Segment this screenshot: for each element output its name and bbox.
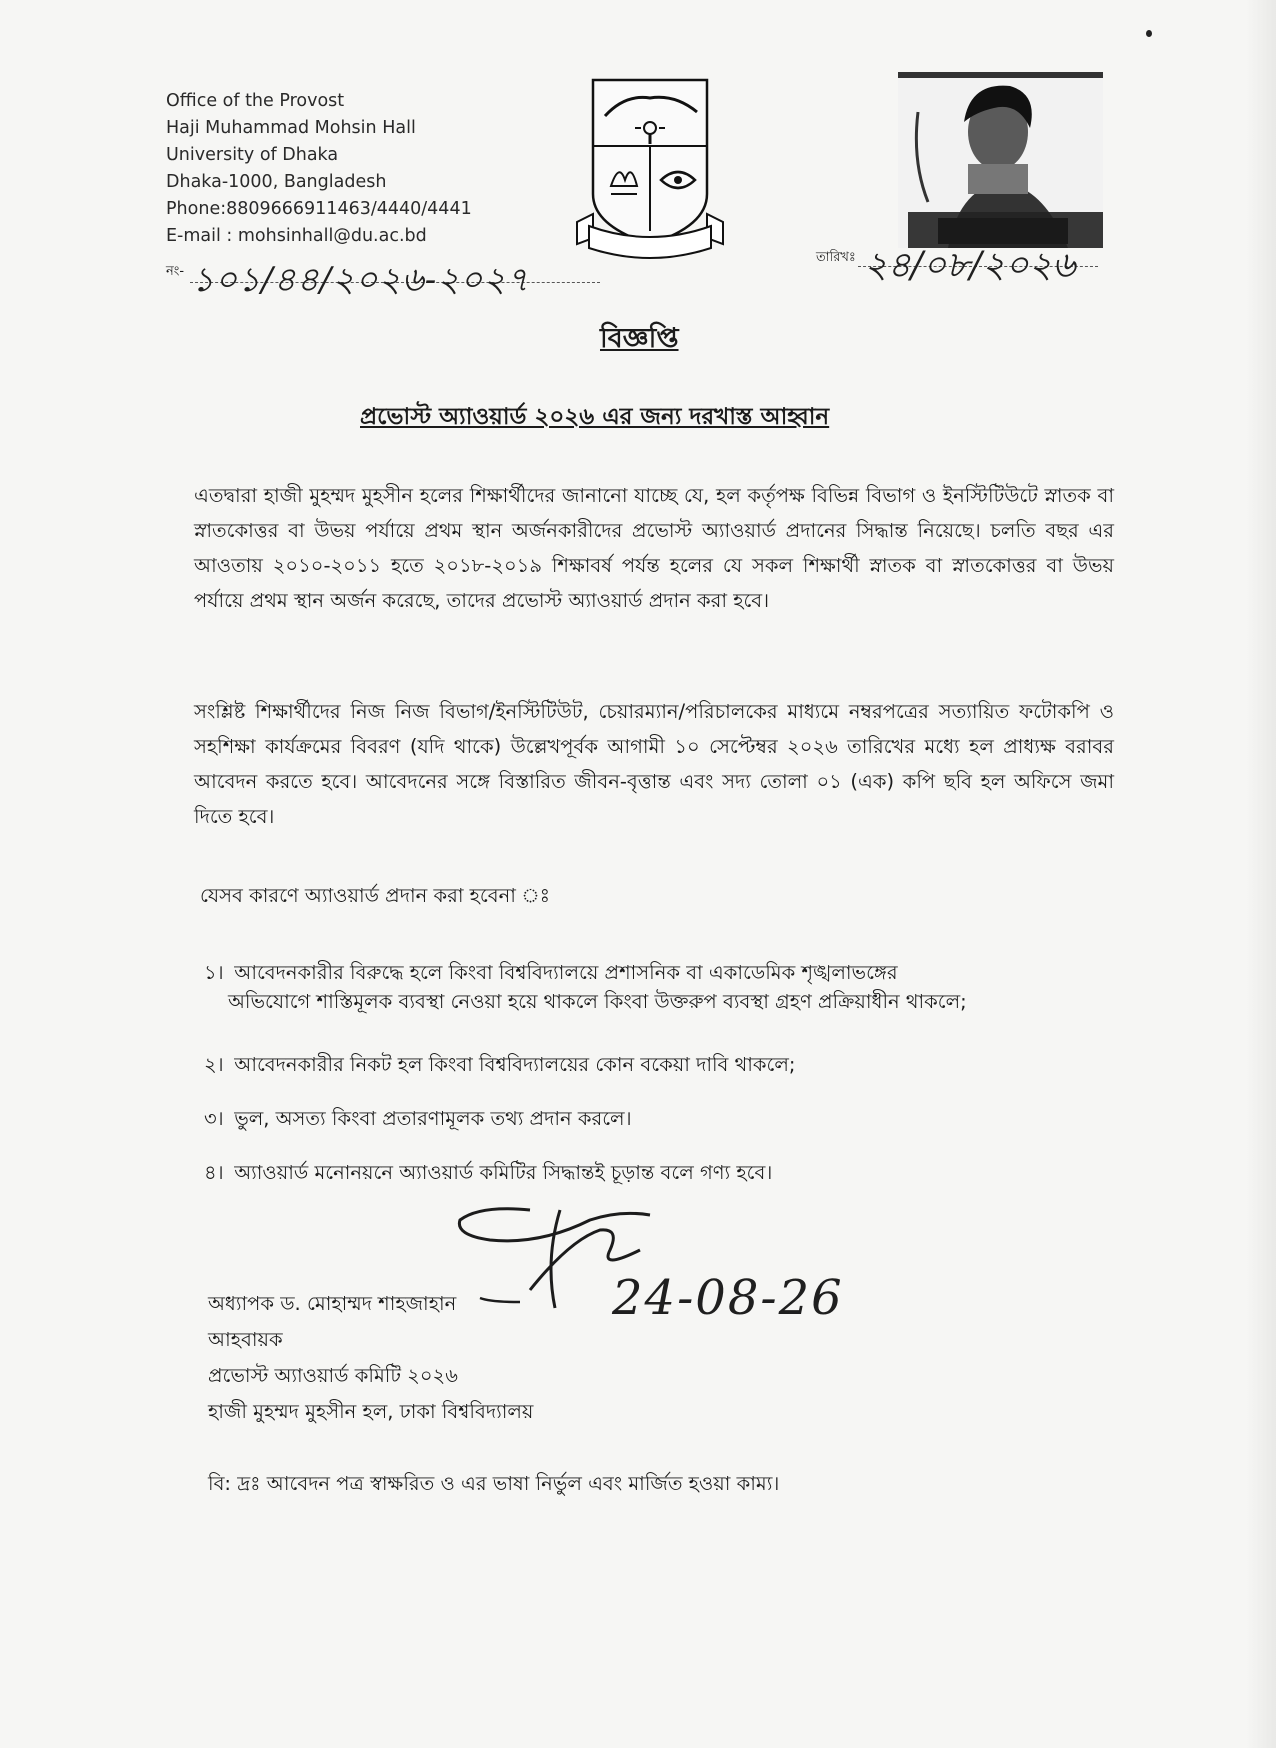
university-crest-logo (575, 76, 725, 264)
condition-number: ২। (204, 1053, 224, 1076)
condition-item-4 (204, 1156, 1104, 1190)
office-line-6: E-mail : mohsinhall@du.ac.bd (166, 226, 427, 246)
date-handwritten: ২৪/০৮/২০২৬ (864, 245, 1076, 286)
reference-number-handwritten: ১০১/৪৪/২০২৬-২০২৭ (192, 260, 530, 300)
condition-item-1 (204, 956, 1104, 990)
signer-role: আহবায়ক (208, 1328, 283, 1351)
condition-number: ১। (204, 961, 224, 984)
notice-title: বিজ্ঞপ্তি (600, 323, 679, 354)
condition-item-2 (204, 1048, 1104, 1082)
office-line-2: Haji Muhammad Mohsin Hall (166, 118, 416, 138)
scan-edge (1246, 0, 1276, 1748)
condition-number: ৪। (204, 1161, 224, 1184)
signature-date-handwritten: 24-08-26 (612, 1270, 844, 1326)
condition-text: আবেদনকারীর নিকট হল কিংবা বিশ্ববিদ্যালয়ের কোন বকেয়া দাবি থাকলে; (234, 1053, 796, 1076)
condition-text: আবেদনকারীর বিরুদ্ধে হলে কিংবা বিশ্ববিদ্যালয়ে প্রশাসনিক বা একাডেমিক শৃঙ্খলাভঙ্গের (234, 961, 898, 984)
reference-label: নং- (166, 264, 185, 279)
signer-hall: হাজী মুহম্মদ মুহসীন হল, ঢাকা বিশ্ববিদ্যালয় (208, 1400, 534, 1423)
condition-text: অ্যাওয়ার্ড মনোনয়নে অ্যাওয়ার্ড কমিটির সিদ্ধান্তই চূড়ান্ত বলে গণ্য হবে। (234, 1161, 773, 1184)
scan-speck (1146, 30, 1152, 37)
conditions-heading: যেসব কারণে অ্যাওয়ার্ড প্রদান করা হবেনা ঃ (200, 884, 550, 907)
office-line-1: Office of the Provost (166, 91, 345, 111)
office-line-5: Phone:8809666911463/4440/4441 (166, 199, 472, 219)
date-label: তারিখঃ (816, 250, 856, 265)
body-paragraph-2: সংশ্লিষ্ট শিক্ষার্থীদের নিজ নিজ বিভাগ/ইনস্টিটিউট, চেয়ারম্যান/পরিচালকের মাধ্যমে নম্বরপত্রের সত্যায়িত ফটোকপি ও সহশিক্ষা কার্যক্রমের বিবরণ (যদি থাকে) উল্লেখপূর্বক আগামী ১০ সেপ্টেম্বর ২০২৬ তারিখের মধ্যে হল প্রাধ্যক্ষ বরাবর আবেদন করতে হবে। আবেদনের সঙ্গে বিস্তারিত জীবন-বৃত্তান্ত এবং সদ্য তোলা ০১ (এক) কপি ছবি হল অফিসে জমা দিতে হবে। (194, 700, 1114, 828)
condition-item-3 (204, 1102, 1104, 1136)
signer-block (208, 1286, 533, 1430)
condition-text: ভুল, অসত্য কিংবা প্রতারণামূলক তথ্য প্রদান করলে। (234, 1107, 632, 1130)
nazrul-portrait-logo (898, 72, 1103, 248)
office-line-4: Dhaka-1000, Bangladesh (166, 172, 387, 192)
signer-committee: প্রভোস্ট অ্যাওয়ার্ড কমিটি ২০২৬ (208, 1364, 458, 1387)
notice-subject: প্রভোস্ট অ্যাওয়ার্ড ২০২৬ এর জন্য দরখাস্ত আহ্বান (360, 404, 830, 430)
office-address-block (166, 88, 472, 250)
office-line-3: University of Dhaka (166, 145, 339, 165)
condition-item-1-continued: অভিযোগে শাস্তিমূলক ব্যবস্থা নেওয়া হয়ে থাকলে কিংবা উক্তরুপ ব্যবস্থা গ্রহণ প্রক্রিয়াধীন থাকলে; (228, 990, 967, 1013)
condition-number: ৩। (204, 1107, 224, 1130)
footnote: বি: দ্রঃ আবেদন পত্র স্বাক্ষরিত ও এর ভাষা নির্ভুল এবং মার্জিত হওয়া কাম্য। (208, 1472, 780, 1495)
signer-name: অধ্যাপক ড. মোহাম্মদ শাহজাহান (208, 1292, 457, 1315)
body-paragraph-1: এতদ্বারা হাজী মুহম্মদ মুহসীন হলের শিক্ষার্থীদের জানানো যাচ্ছে যে, হল কর্তৃপক্ষ বিভিন্ন বিভাগ ও ইনস্টিটিউটে স্নাতক বা স্নাতকোত্তর বা উভয় পর্যায়ে প্রথম স্থান অর্জনকারীদের প্রভোস্ট অ্যাওয়ার্ড প্রদানের সিদ্ধান্ত নিয়েছে। চলতি বছর এর আওতায় ২০১০-২০১১ হতে ২০১৮-২০১৯ শিক্ষাবর্ষ পর্যন্ত হলের যে সকল শিক্ষার্থী স্নাতক বা স্নাতকোত্তর বা উভয় পর্যায়ে প্রথম স্থান অর্জন করেছে, তাদের প্রভোস্ট অ্যাওয়ার্ড প্রদান করা হবে। (194, 484, 1114, 612)
